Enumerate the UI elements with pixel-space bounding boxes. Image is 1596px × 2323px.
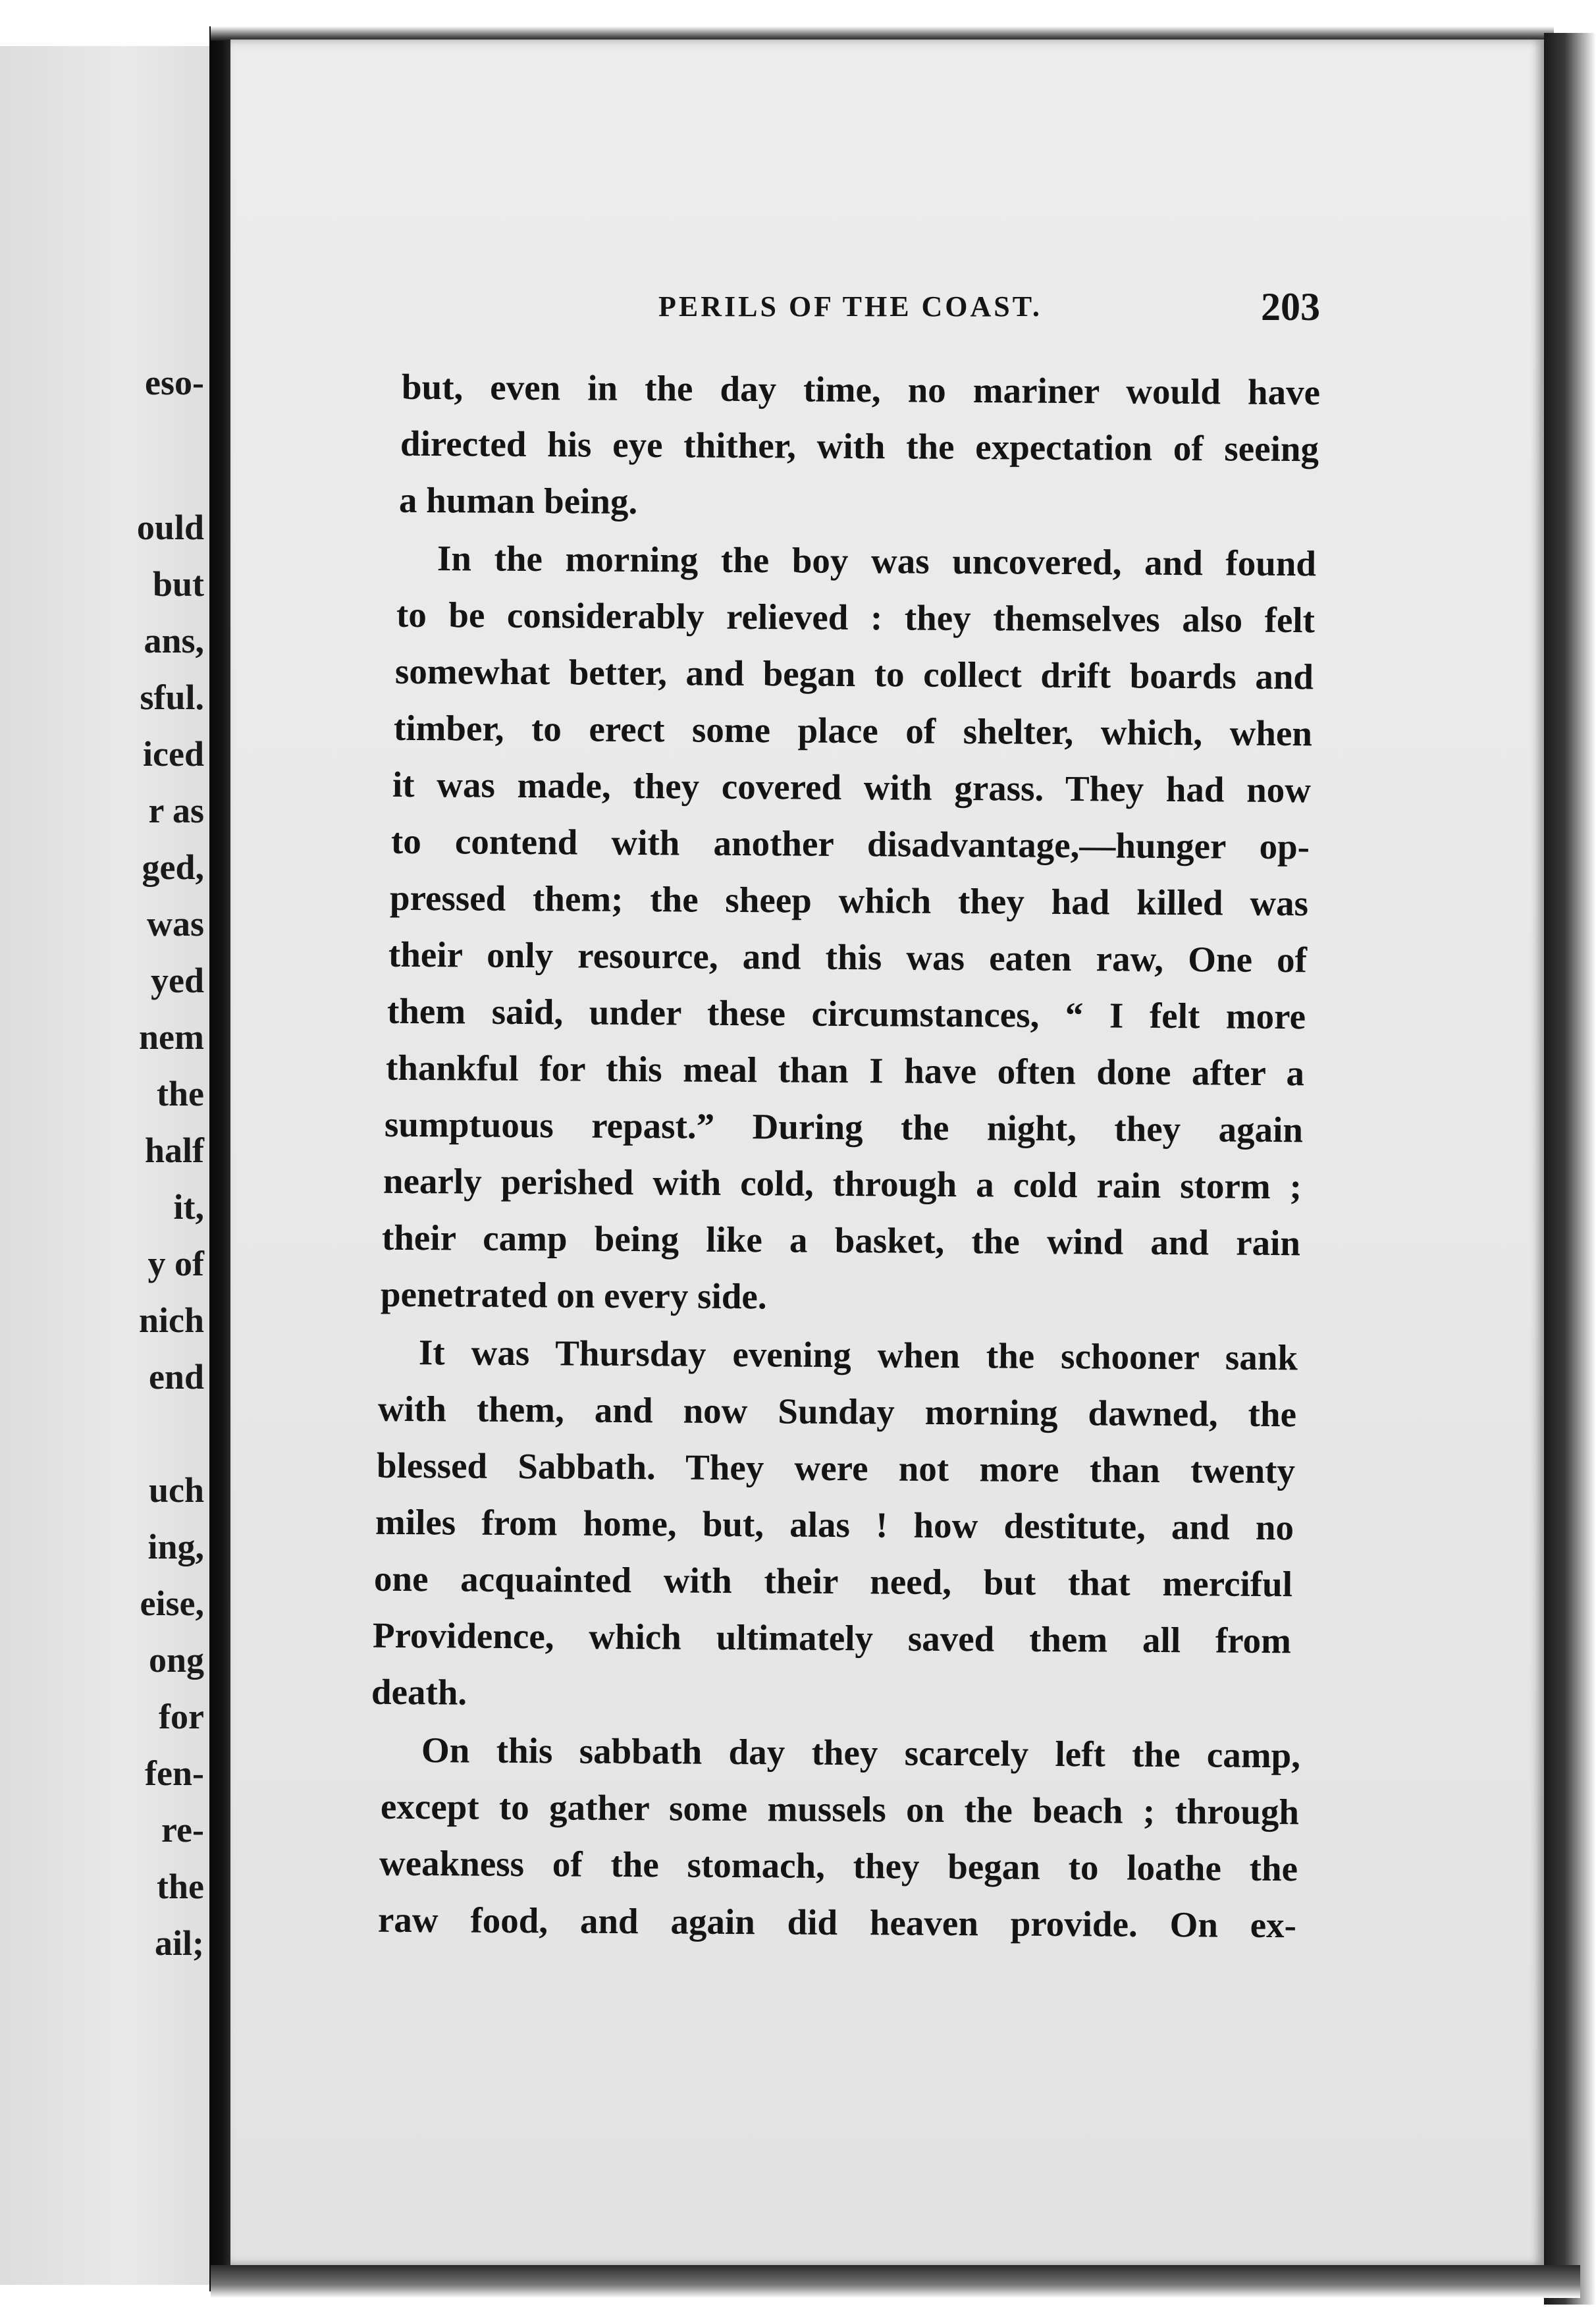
text-line: It was Thursday evening when the schooner sank [418,1332,1298,1378]
left-page-fragment: half [144,1131,204,1170]
left-page-fragment: re- [161,1810,204,1850]
text-line: In the morning the boy was uncovered, and found [437,538,1317,584]
text-line: a human being. [398,479,638,521]
text-line: Providence, which ultimately saved them all from [372,1615,1292,1661]
page-number: 203 [1261,285,1320,329]
text-line: pressed them; the sheep which they had killed was [389,877,1309,924]
left-page-fragment: iced [143,734,204,774]
text-line: thankful for this meal than I have often done after a [385,1047,1305,1094]
left-page-fragment: fen- [145,1753,204,1793]
left-page-fragment: nich [138,1300,204,1340]
left-page-fragment: y of [147,1244,204,1283]
text-line: one acquainted with their need, but that merciful [373,1558,1293,1605]
running-head: PERILS OF THE COAST. [658,290,1042,323]
left-page-fragment: ail; [155,1923,204,1963]
text-line: sumptuous repast.” During the night, they again [384,1104,1304,1150]
text-line: death. [371,1671,467,1713]
left-page-fragment: ong [148,1640,204,1680]
left-page-fragment: ans, [144,621,204,660]
left-page-fragment: nem [139,1017,204,1057]
text-line: their camp being like a basket, the wind and rain [381,1217,1301,1264]
text-line: On this sabbath day they scarcely left the camp, [421,1730,1301,1776]
text-line: miles from home, but, alas ! how destitute, and no [375,1501,1294,1548]
left-page-fragment: eso- [145,363,204,402]
text-line: penetrated on every side. [380,1273,767,1317]
text-line: with them, and now Sunday morning dawned, the [377,1388,1297,1435]
text-line: their only resource, and this was eaten raw, One of [388,934,1308,980]
text-line: except to gather some mussels on the beach ; through [380,1786,1300,1832]
text-line: timber, to erect some place of shelter, which, when [393,707,1313,754]
left-page-fragment: yed [151,961,204,1000]
text-line: directed his eye thither, with the expectation of seeing [400,423,1319,469]
left-page-fragment: end [148,1357,204,1397]
left-page-fragment: it, [173,1187,204,1227]
page-right-edge [1544,33,1596,2305]
left-page-fragment: r as [148,791,204,830]
left-page-fragment: ing, [147,1527,204,1566]
text-line: somewhat better, and began to collect drift boards and [394,651,1314,697]
left-page-fragment: eise, [140,1584,204,1623]
left-page-fragment: uch [148,1470,204,1510]
text-line: but, even in the day time, no mariner would have [401,366,1321,413]
text-line: nearly perished with cold, through a cold rain storm ; [383,1160,1302,1207]
text-line: blessed Sabbath. They were not more than twenty [376,1445,1296,1491]
facing-page-left [0,46,209,2285]
page-bottom-edge [211,2265,1580,2298]
page-top-edge [211,26,1554,41]
binding-gutter [209,26,230,2291]
text-line: them said, under these circumstances, “ I felt more [386,990,1306,1037]
left-page-fragment: the [157,1867,204,1906]
text-line: it was made, they covered with grass. They had now [392,764,1312,811]
left-page-fragment: ould [136,508,204,547]
left-page-fragment: the [157,1074,204,1113]
left-page-fragment: but [152,564,204,604]
text-line: weakness of the stomach, they began to loathe the [379,1842,1298,1889]
text-line: raw food, and again did heaven provide. On ex- [377,1899,1297,1946]
text-line: to contend with another disadvantage,—hunger op- [390,820,1310,867]
left-page-fragment: ged, [142,847,204,887]
left-page-fragment: for [159,1697,204,1736]
left-page-fragment: sful. [140,678,204,717]
left-page-fragment: was [146,904,204,944]
text-line: to be considerably relieved : they themselves also felt [396,594,1316,641]
